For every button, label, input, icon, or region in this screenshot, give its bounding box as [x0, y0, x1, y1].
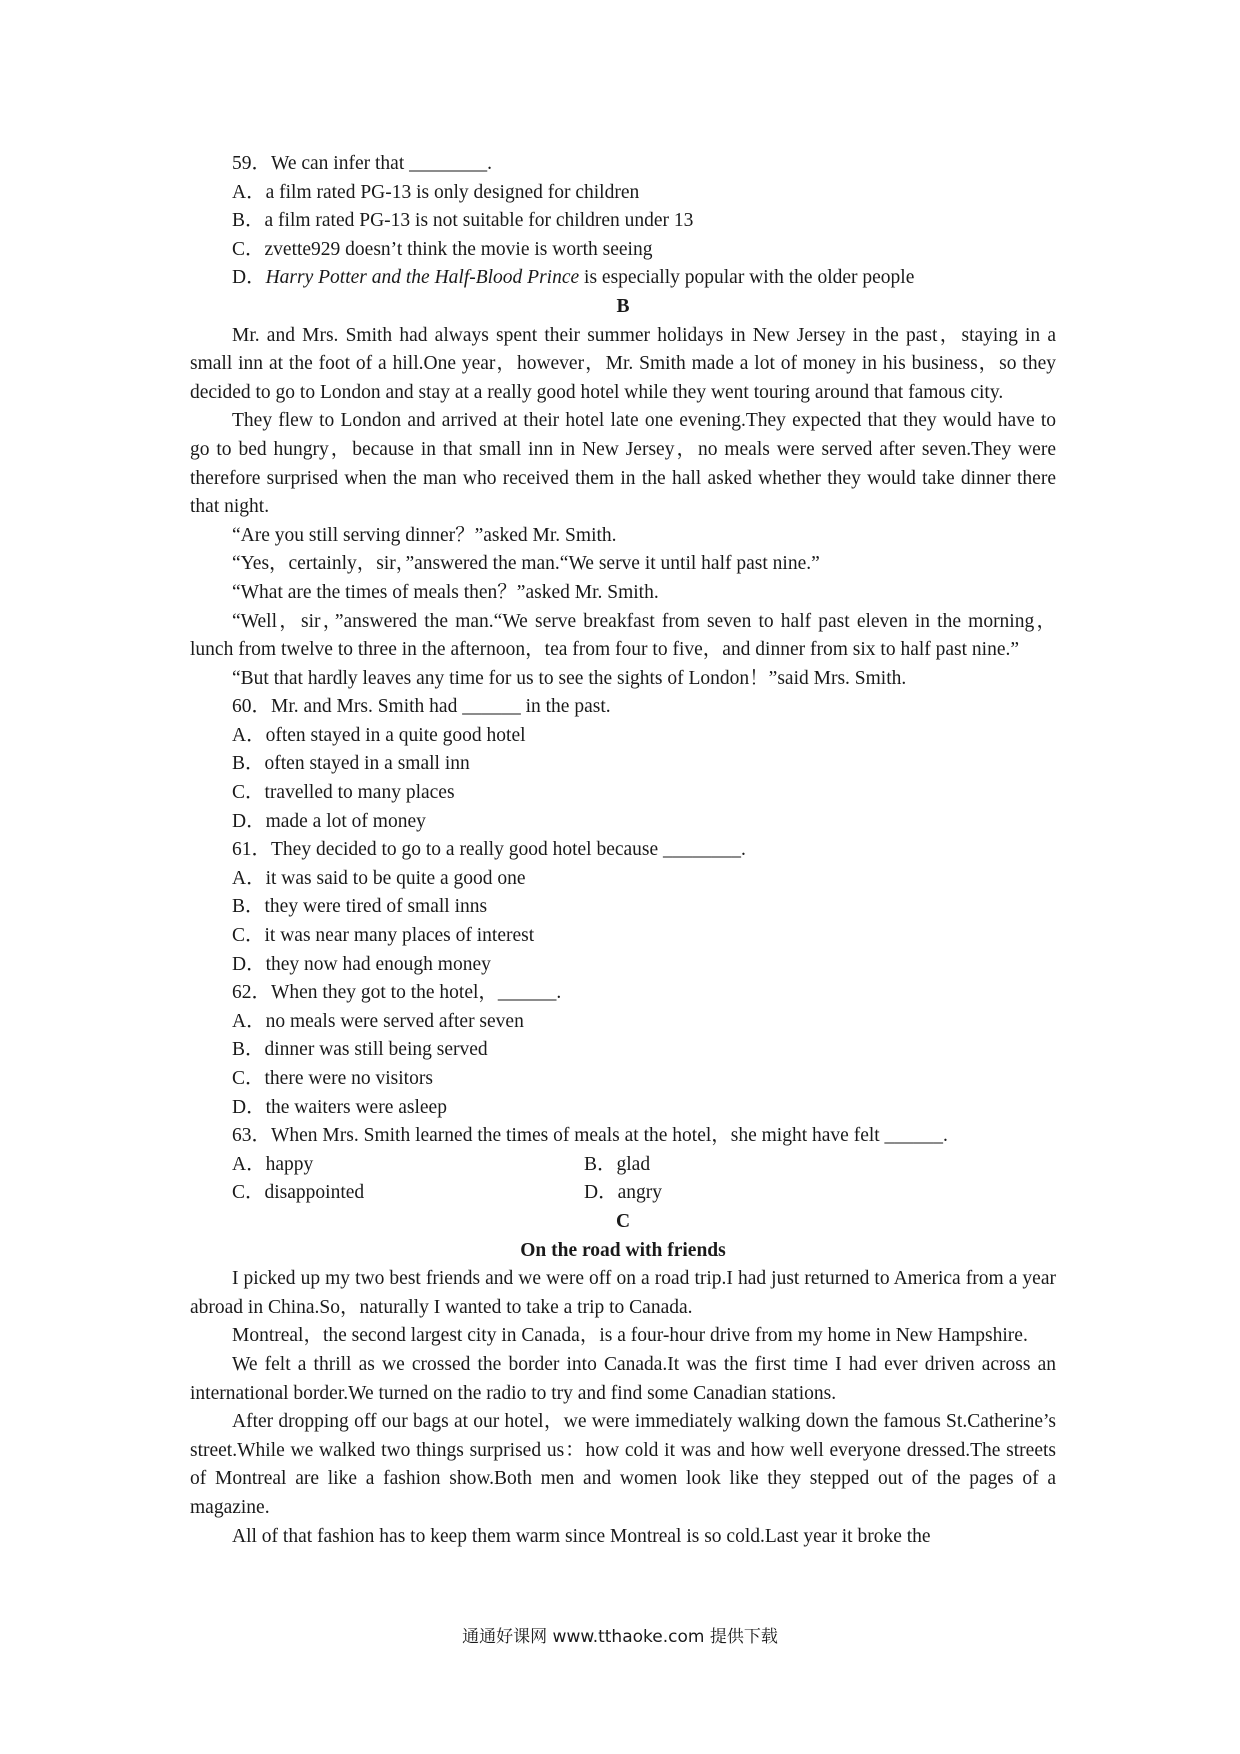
question-59 [190, 150, 1056, 293]
paragraph: All of that fashion has to keep them warm since Montreal is so cold.Last year it broke the [232, 1525, 931, 1547]
question-61 [190, 836, 1056, 979]
question-stem: 59．We can infer that ________. [232, 153, 492, 174]
movie-title: Harry Potter and the Half-Blood Prince [265, 267, 580, 289]
option-d: D．they now had enough money [232, 953, 491, 975]
option-d: D．the waiters were asleep [232, 1096, 447, 1118]
options-row [190, 1179, 1056, 1208]
paragraph: After dropping off our bags at our hotel，we were immediately walking down the famous St.Catherine’s street.While we walked two things surprised us：how cold it was and how well everyone dressed.The streets of Montreal are like a fashion show.Both men and women look like they stepped out of the pages of a magazine. [190, 1411, 1056, 1518]
paragraph: They flew to London and arrived at their hotel late one evening.They expected that they would have to go to bed hungry，because in that small inn in New Jersey，no meals were served after seven.They were therefore surprised when the man who received them in the hall asked whether they would take dinner there that night. [190, 410, 1056, 518]
option-b: B．dinner was still being served [232, 1039, 488, 1061]
paragraph: I picked up my two best friends and we were off on a road trip.I had just returned to America from a year abroad in China.So，naturally I wanted to take a trip to Canada. [190, 1268, 1056, 1318]
options-row [190, 1151, 1056, 1180]
paragraph: We felt a thrill as we crossed the border into Canada.It was the first time I had ever driven across an international border.We turned on the radio to try and find some Canadian stations. [190, 1353, 1056, 1404]
question-stem: 61．They decided to go to a really good hotel because ________. [232, 839, 746, 861]
section-c-label: C [615, 1210, 631, 1232]
option-d [190, 264, 1056, 293]
option-a: A．a film rated PG-13 is only designed for children [232, 181, 640, 203]
dialogue-line: “What are the times of meals then？”asked Mr. Smith. [232, 581, 659, 603]
question-stem: 62．When they got to the hotel，______. [232, 982, 562, 1004]
option-c: C．there were no visitors [232, 1068, 433, 1089]
option-d: D．angry [584, 1182, 662, 1204]
option-b: B．they were tired of small inns [232, 896, 488, 918]
question-62 [190, 979, 1056, 1122]
option-d-prefix: D． [232, 267, 266, 289]
option-b: B．glad [584, 1153, 651, 1175]
option-a: A．happy [232, 1153, 314, 1175]
option-b: B．a film rated PG-13 is not suitable for children under 13 [232, 210, 694, 232]
dialogue-line: “Yes，certainly，sir，”answered the man.“We serve it until half past nine.” [232, 553, 820, 575]
option-a: A．it was said to be quite a good one [232, 867, 526, 889]
document-page [190, 150, 1056, 1551]
question-63 [190, 1122, 1056, 1208]
question-stem: 63．When Mrs. Smith learned the times of meals at the hotel，she might have felt ______. [232, 1125, 948, 1147]
option-c: C．disappointed [232, 1182, 365, 1204]
paragraph: Mr. and Mrs. Smith had always spent their summer holidays in New Jersey in the past，staying in a small inn at the foot of a hill.One year，however，Mr. Smith made a lot of money in his business，so they decided to go to London and stay at a really good hotel while they went touring around that famous city. [190, 324, 1056, 403]
option-c: C．travelled to many places [232, 782, 455, 804]
option-d: D．made a lot of money [232, 810, 426, 832]
question-60 [190, 693, 1056, 836]
page-footer: 通通好课网 www.tthaoke.com 提供下载 [462, 1627, 778, 1647]
option-c: C．zvette929 doesn’t think the movie is worth seeing [232, 238, 653, 260]
paragraph: Montreal，the second largest city in Canada，is a four-hour drive from my home in New Hampshire. [232, 1325, 1028, 1347]
dialogue-line: “Are you still serving dinner？”asked Mr. Smith. [232, 524, 617, 546]
option-a: A．no meals were served after seven [232, 1010, 524, 1032]
question-stem: 60．Mr. and Mrs. Smith had ______ in the past. [232, 696, 611, 718]
option-d-rest: is especially popular with the older people [579, 267, 915, 289]
option-c: C．it was near many places of interest [232, 925, 535, 947]
section-b-label: B [616, 295, 630, 317]
passage-title: On the road with friends [520, 1239, 726, 1261]
option-b: B．often stayed in a small inn [232, 753, 470, 775]
dialogue-line: “Well，sir，”answered the man.“We serve breakfast from seven to half past eleven in the morning，lunch from twelve to three in the afternoon，tea from four to five，and dinner from six to half past nine.” [190, 610, 1056, 661]
dialogue-line: “But that hardly leaves any time for us to see the sights of London！”said Mrs. Smith. [232, 667, 907, 689]
option-a: A．often stayed in a quite good hotel [232, 724, 526, 746]
